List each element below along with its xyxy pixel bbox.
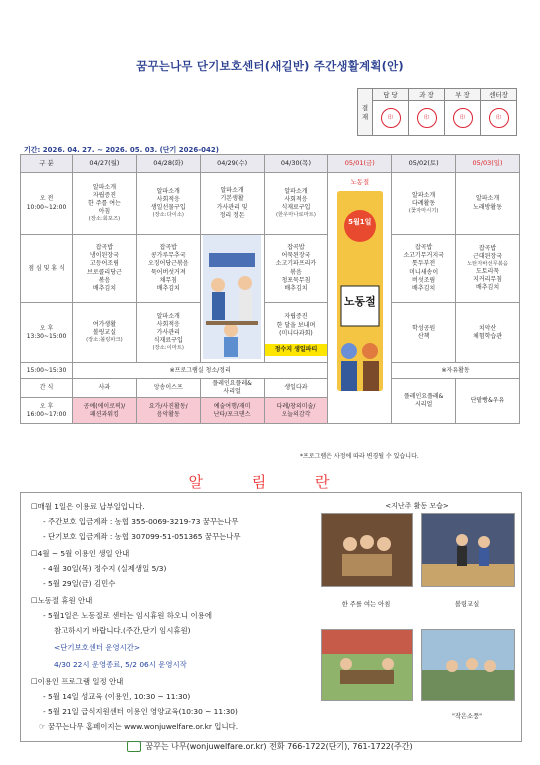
notice-item: - 5월1일은 노동절로 센터는 임시휴원 하오니 이용에 bbox=[43, 611, 212, 620]
cell-mon-pm: 여가생활 볼링교실 (장소:볼링파크) bbox=[73, 303, 137, 363]
seal-stamp: 印 bbox=[453, 108, 473, 128]
cell-thu-am: 알파소개 사회적응 식재료구입 (한우마나로마트) bbox=[264, 173, 328, 235]
row-time: 10:00~12:00 bbox=[26, 203, 67, 211]
photo-picnic bbox=[322, 630, 412, 700]
col-header: 04/27(월) bbox=[73, 155, 137, 173]
activity-photo bbox=[321, 629, 413, 701]
cell-mon-lunch: 잡곡밥 냉이된장국 고등어조림 브로콜리당근 볶음 배추김치 bbox=[73, 235, 137, 303]
schedule-note: *프로그램은 사정에 따라 변경될 수 있습니다. bbox=[300, 453, 419, 460]
cell-tue-snack: 앙송이스프 bbox=[136, 379, 200, 398]
row-time: 16:00~17:00 bbox=[26, 410, 67, 418]
col-header: 05/03(일) bbox=[456, 155, 520, 173]
col-header: 04/28(화) bbox=[136, 155, 200, 173]
approval-role: 부 장 bbox=[445, 89, 481, 101]
activity-photo bbox=[321, 513, 413, 587]
photo-breakfast bbox=[322, 514, 412, 586]
row-time: 15:00~15:30 bbox=[21, 363, 73, 379]
cell-wed-snack: 플레인요플레& 사리얼 bbox=[200, 379, 264, 398]
col-header: 05/01(금) bbox=[328, 155, 392, 173]
cell-mon-snack: 사과 bbox=[73, 379, 137, 398]
cooking-illustration bbox=[203, 235, 261, 359]
cell-sun-snack: 단팥빵&우유 bbox=[456, 379, 520, 424]
row-label: 간 식 bbox=[21, 379, 73, 398]
photo-outing bbox=[422, 630, 514, 700]
cell-thu-late: 다례/창의미술/ 오늘의감각 bbox=[264, 398, 328, 424]
photo-bowling bbox=[422, 514, 514, 586]
notice-item: - 주간보호 입금계좌 : 농협 355-0069-3219-73 꿈꾸는나무 bbox=[43, 517, 239, 526]
notice-box bbox=[20, 492, 522, 742]
approval-box bbox=[357, 88, 517, 136]
approval-role: 담 당 bbox=[373, 89, 409, 101]
notice-item: ☐ 이용인 프로그램 일정 안내 bbox=[31, 676, 123, 687]
notice-item: <단기보호센터 운영시간> bbox=[54, 643, 141, 652]
cell-free-activity: ※자유활동 bbox=[392, 363, 520, 379]
cell-mon-late: 공예(에이로픽)/ 패션과워킹 bbox=[73, 398, 137, 424]
row-label: 오 전 bbox=[39, 195, 54, 203]
cell-sun-am: 알파소개 노래방활동 bbox=[456, 173, 520, 235]
cell-fri-holiday bbox=[328, 173, 392, 424]
cell-wed-am: 알파소개 기본생활 가사관리 및 정리 정돈 bbox=[200, 173, 264, 235]
cell-mon-am: 알파소개 자립증진 한 주를 여는 아침 (장소:회포즈) bbox=[73, 173, 137, 235]
col-header: 05/02(토) bbox=[392, 155, 456, 173]
activity-photo bbox=[421, 513, 515, 587]
cell-wed-illustration bbox=[200, 235, 264, 363]
row-label: 오 후 bbox=[39, 324, 54, 332]
homepage-link[interactable]: ☞ 꿈꾸는나무 홈페이지는 www.wonjuwelfare.or.kr 입니다. bbox=[39, 722, 239, 731]
cell-sun-pm: 치악산 체험학습관 bbox=[456, 303, 520, 363]
notice-item: - 5월 29일(금) 김민수 bbox=[43, 579, 116, 588]
notice-item: - 단기보호 입금계좌 : 농협 307099-51-051365 꿈꾸는나무 bbox=[43, 532, 241, 541]
photo-caption: "작은소풍" bbox=[451, 713, 483, 720]
col-header: 04/29(수) bbox=[200, 155, 264, 173]
holiday-label: 노동절 bbox=[350, 178, 370, 186]
poster-title: 노동절 bbox=[343, 294, 376, 308]
weekly-schedule-table bbox=[20, 154, 520, 424]
notice-item: ☐ 노동절 휴원 안내 bbox=[31, 595, 92, 606]
cell-sat-lunch: 잡곡밥 소고기무거지국 톳두부전 미니새송이 버섯조림 배추김치 bbox=[392, 235, 456, 303]
cell-wed-late: 예술여행/재미 난타/포크댄스 bbox=[200, 398, 264, 424]
cell-tue-am: 알파소개 사회적응 생일선물구입 (장소:다이소) bbox=[136, 173, 200, 235]
photo-caption: 한 주를 여는 아침 bbox=[341, 601, 391, 608]
labor-day-poster bbox=[337, 191, 383, 391]
row-label: 점 심 및 휴 식 bbox=[21, 235, 73, 303]
approval-label: 결 재 bbox=[358, 89, 373, 136]
approval-role: 과 장 bbox=[409, 89, 445, 101]
row-label: 오 후 bbox=[39, 402, 54, 410]
page-title: 꿈꾸는나무 단기보호센터(새길반) 주간생활계획(안) bbox=[136, 59, 404, 73]
cell-sat-pm: 학성공원 산책 bbox=[392, 303, 456, 363]
notice-item: - 5월 21일 급식지원센터 이용인 영양교육(10:30 ~ 11:30) bbox=[43, 707, 238, 716]
seal-stamp: 印 bbox=[489, 108, 509, 128]
cell-tue-pm: 알파소개 사회적응 가사관리 식재료구입 (장소:이마트) bbox=[136, 303, 200, 363]
notice-item: 참고하시기 바랍니다.(주간,단기 임시휴원) bbox=[54, 626, 191, 635]
notice-item: 4/30 22시 운영종료, 5/2 06시 운영시작 bbox=[54, 660, 187, 669]
cell-thu-pm: 자립증진 한 달을 보내며 (미니다과회) 정수지 생일파티 bbox=[264, 303, 328, 363]
col-header: 04/30(목) bbox=[264, 155, 328, 173]
notice-item: ☐ 매월 1일은 이용료 납부일입니다. bbox=[31, 501, 145, 512]
cell-sat-snack: 플레인요플레& 시리얼 bbox=[392, 379, 456, 424]
cell-cleanup: ※프로그램실 청소/정리 bbox=[73, 363, 328, 379]
photo-caption: 볼링교실 bbox=[454, 601, 480, 608]
seal-stamp: 印 bbox=[381, 108, 401, 128]
cell-thu-snack: 생일다과 bbox=[264, 379, 328, 398]
cell-thu-lunch: 잡곡밥 어묵된장국 소고기파프리카 볶음 청포묵무침 배추김치 bbox=[264, 235, 328, 303]
col-header: 구 분 bbox=[21, 155, 73, 173]
photos-title: <지난주 활동 모습> bbox=[385, 502, 449, 510]
cell-tue-late: 요가/사진활동/ 음악활동 bbox=[136, 398, 200, 424]
notice-item: - 5월 14일 성교육 (이용인, 10:30 ~ 11:30) bbox=[43, 692, 191, 701]
cell-sat-am: 알파소개 다례활동 (꽃자마시기) bbox=[392, 173, 456, 235]
footer bbox=[0, 741, 540, 752]
seal-stamp: 印 bbox=[417, 108, 437, 128]
notice-item: ☐ 4월 ~ 5월 이용인 생일 안내 bbox=[31, 548, 129, 559]
notice-item: - 4월 30일(목) 정수지 (실제생일 5/3) bbox=[43, 564, 167, 573]
birthday-party-badge: 정수지 생일파티 bbox=[265, 344, 328, 356]
poster-date: 5월1일 bbox=[348, 217, 372, 226]
notice-title: 알 림 란 bbox=[188, 473, 352, 491]
period: 기간: 2026. 04. 27. ~ 2026. 05. 03. (단기 2026-042) bbox=[24, 146, 219, 154]
cell-tue-lunch: 잡곡밥 콩가루무추국 오징어당근볶음 묵어버섯거져 채무침 배추김치 bbox=[136, 235, 200, 303]
cell-sun-lunch: 잡곡밥 근대된장국 노탄자바선무볶음 도토리묵 지커리무침 배추김치 bbox=[456, 235, 520, 303]
footer-text: 꿈꾸는 나무(wonjuwelfare.or.kr) 전화 766-1722(단기), 761-1722(주간) bbox=[145, 742, 413, 751]
activity-photo bbox=[421, 629, 515, 701]
row-time: 13:30~15:00 bbox=[26, 332, 67, 340]
logo-icon bbox=[127, 741, 141, 752]
approval-role: 센터장 bbox=[481, 89, 517, 101]
